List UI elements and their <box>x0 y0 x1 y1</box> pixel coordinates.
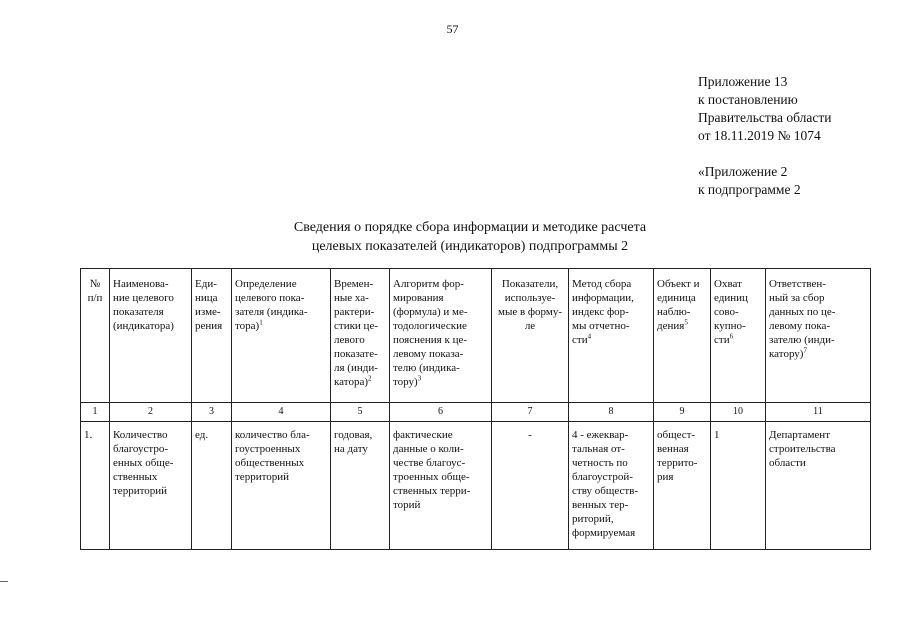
cell-definition <box>232 422 331 550</box>
cell-line: годовая, <box>334 429 373 441</box>
cell-line: Показатели, <box>501 278 559 290</box>
cell-line: (формула) и ме- <box>393 306 468 318</box>
header-cell-algorithm <box>390 269 492 403</box>
cell-line: 4 - ежеквар- <box>572 429 629 441</box>
cell-line: благоустро- <box>113 443 168 455</box>
cell-line: информации, <box>572 292 634 304</box>
column-number-cell: 7 <box>492 403 569 422</box>
header-cell-collection-method <box>569 269 654 403</box>
column-number-cell: 1 <box>81 403 110 422</box>
cell-line: Алгоритм фор- <box>393 278 464 290</box>
appendix-line: к подпрограмме 2 <box>698 182 801 197</box>
cell-line: Времен- <box>334 278 374 290</box>
cell-line: наблю- <box>657 306 691 318</box>
cell-formula-indicators <box>492 422 569 550</box>
title-line: Сведения о порядке сбора информации и методике расчета <box>293 220 647 235</box>
cell-line: ственных <box>113 471 158 483</box>
footnote-mark: 1 <box>259 318 263 327</box>
appendix-line: от 18.11.2019 № 1074 <box>698 128 821 143</box>
cell-line: Наименова- <box>113 278 169 290</box>
cell-line: № <box>89 278 101 290</box>
cell-line: Метод сбора <box>572 278 632 290</box>
cell-number <box>81 422 110 550</box>
cell-line: террито- <box>657 457 698 469</box>
cell-line: мы отчетно- <box>572 320 630 332</box>
cell-line: показате- <box>334 348 378 360</box>
cell-line: стики це- <box>334 320 378 332</box>
cell-line: телю (индика- <box>393 362 460 374</box>
cell-line: - <box>528 429 532 441</box>
cell-line: 1. <box>84 429 93 441</box>
cell-algorithm <box>390 422 492 550</box>
footnote-mark: 6 <box>729 332 734 341</box>
cell-line: катору)$^7$ <box>769 346 807 360</box>
cell-line: единица <box>657 292 696 304</box>
cell-line: на дату <box>334 443 368 455</box>
cell-line: Количество <box>113 429 168 441</box>
column-number-row <box>81 403 871 422</box>
cell-line: троенных обще- <box>393 471 470 483</box>
margin-mark <box>0 581 8 582</box>
cell-line: ед. <box>195 429 209 441</box>
cell-line: целевого пока- <box>235 292 305 304</box>
cell-line: территорий <box>235 471 290 483</box>
cell-line: области <box>769 457 806 469</box>
cell-line: левому пока- <box>769 320 831 332</box>
cell-line: изме- <box>195 306 221 318</box>
column-number-cell: 10 <box>711 403 766 422</box>
header-cell-formula-indicators <box>492 269 569 403</box>
cell-line: Еди- <box>195 278 217 290</box>
column-number-cell: 4 <box>232 403 331 422</box>
cell-responsible <box>766 422 871 550</box>
header-cell-indicator-name <box>110 269 192 403</box>
cell-line: Охват <box>714 278 742 290</box>
cell-line: тора)$^1$ <box>235 318 263 332</box>
cell-line: показателя <box>113 306 164 318</box>
cell-line: сово- <box>714 306 739 318</box>
column-number-cell: 2 <box>110 403 192 422</box>
header-cell-observation-object <box>654 269 711 403</box>
cell-line: Ответствен- <box>769 278 826 290</box>
cell-line: ственных терри- <box>393 485 471 497</box>
appendix-line: Правительства области <box>698 110 832 125</box>
column-number-cell: 9 <box>654 403 711 422</box>
header-cell-number <box>81 269 110 403</box>
cell-line: общест- <box>657 429 696 441</box>
cell-line: мирования <box>393 292 444 304</box>
cell-line: Определение <box>235 278 297 290</box>
header-cell-unit <box>192 269 232 403</box>
column-number-cell: 8 <box>569 403 654 422</box>
footnote-mark: 5 <box>684 318 688 327</box>
column-number-cell: 6 <box>390 403 492 422</box>
cell-line: тодологические <box>393 320 467 332</box>
cell-indicator-name <box>110 422 192 550</box>
column-number-cell: 5 <box>331 403 390 422</box>
cell-line: риторий, <box>572 513 614 525</box>
cell-line: сти$^4$ <box>572 332 592 346</box>
cell-line: честве благоус- <box>393 457 466 469</box>
cell-collection-method <box>569 422 654 550</box>
footnote-mark: 4 <box>587 332 592 341</box>
header-cell-definition <box>232 269 331 403</box>
cell-line: Департамент <box>769 429 831 441</box>
cell-line: ница <box>195 292 218 304</box>
cell-line: дения$^5$ <box>657 318 688 332</box>
cell-line: данные о коли- <box>393 443 464 455</box>
cell-line: торий <box>393 499 421 511</box>
cell-line: енных обще- <box>113 457 174 469</box>
document-title <box>200 218 740 256</box>
cell-line: ле <box>524 320 536 332</box>
cell-line: формируемая <box>572 527 636 539</box>
cell-coverage <box>711 422 766 550</box>
footnote-mark: 7 <box>803 346 807 355</box>
footnote-mark: 2 <box>367 374 372 383</box>
cell-line: общественных <box>235 457 305 469</box>
cell-observation-object <box>654 422 711 550</box>
cell-line: п/п <box>87 292 103 304</box>
cell-line: благоустрой- <box>572 471 633 483</box>
cell-line: тальная от- <box>572 443 625 455</box>
header-row <box>81 269 871 403</box>
cell-line: четность по <box>572 457 628 469</box>
cell-line: зателю (инди- <box>769 334 835 346</box>
cell-line: сти$^6$ <box>714 332 734 346</box>
cell-line: ля (инди- <box>334 362 378 374</box>
cell-line: ный за сбор <box>769 292 825 304</box>
cell-line: используе- <box>504 292 556 304</box>
cell-line: венная <box>657 443 689 455</box>
cell-line: рения <box>195 320 223 332</box>
cell-line: единиц <box>714 292 748 304</box>
appendix-line: «Приложение 2 <box>698 164 788 179</box>
cell-line: строительства <box>769 443 836 455</box>
appendix-spacer <box>698 145 831 163</box>
cell-line: рактери- <box>334 306 375 318</box>
cell-line: катора)$^2$ <box>334 374 372 388</box>
footnote-mark: 3 <box>417 374 422 383</box>
column-number-cell: 3 <box>192 403 232 422</box>
cell-line: ные ха- <box>334 292 369 304</box>
cell-line: индекс фор- <box>572 306 629 318</box>
header-cell-time-characteristics <box>331 269 390 403</box>
cell-line: территорий <box>113 485 168 497</box>
column-number-cell: 11 <box>766 403 871 422</box>
cell-line: купно- <box>714 320 746 332</box>
cell-line: ние целевого <box>113 292 174 304</box>
cell-line: левому показа- <box>393 348 464 360</box>
cell-line: количество бла- <box>235 429 310 441</box>
cell-time-characteristics <box>331 422 390 550</box>
cell-line: 1 <box>714 429 720 441</box>
cell-line: венных тер- <box>572 499 629 511</box>
cell-line: зателя (индика- <box>235 306 308 318</box>
cell-unit <box>192 422 232 550</box>
cell-line: тору)$^3$ <box>393 374 422 388</box>
appendix-line: Приложение 13 <box>698 74 788 89</box>
header-cell-coverage <box>711 269 766 403</box>
cell-line: пояснения к це- <box>393 334 467 346</box>
cell-line: мые в форму- <box>497 306 562 318</box>
cell-line: (индикатора) <box>113 320 174 332</box>
appendix-block <box>698 73 831 199</box>
appendix-line: к постановлению <box>698 92 798 107</box>
table-row <box>81 422 871 550</box>
cell-line: рия <box>657 471 674 483</box>
cell-line: левого <box>334 334 365 346</box>
title-line: целевых показателей (индикаторов) подпрограммы 2 <box>311 239 629 254</box>
cell-line: Объект и <box>657 278 700 290</box>
page-number: 57 <box>446 22 459 36</box>
header-cell-responsible <box>766 269 871 403</box>
indicators-table <box>80 268 871 550</box>
cell-line: данных по це- <box>769 306 836 318</box>
cell-line: гоустроенных <box>235 443 301 455</box>
cell-line: фактические <box>393 429 453 441</box>
cell-line: ству обществ- <box>572 485 639 497</box>
